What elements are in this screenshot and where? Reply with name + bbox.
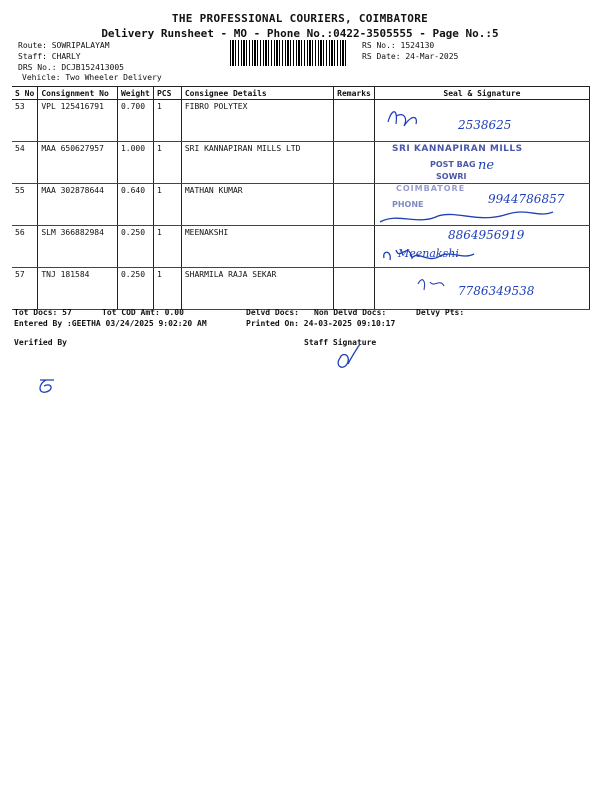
row55-stamp-label: PHONE xyxy=(392,200,424,209)
cell-remarks xyxy=(334,226,375,268)
row54-stamp-line2: POST BAG xyxy=(430,160,476,169)
cell-pcs: 1 xyxy=(153,100,181,142)
cell-consignee: SRI KANNAPIRAN MILLS LTD xyxy=(181,142,333,184)
cell-weight: 0.700 xyxy=(117,100,153,142)
cell-sno: 54 xyxy=(12,142,38,184)
row57-handwritten-phone: 7786349538 xyxy=(458,284,535,298)
cell-consignment: MAA 302878644 xyxy=(38,184,118,226)
row54-stamp-line3: SOWRI xyxy=(436,172,467,181)
cell-sno: 57 xyxy=(12,268,38,310)
cell-remarks xyxy=(334,184,375,226)
row54-handwritten-note: ne xyxy=(478,158,495,173)
row56-handwritten-name: Meenakshi xyxy=(398,247,459,260)
verified-by-label: Verified By xyxy=(14,338,67,347)
cell-consignee: FIBRO POLYTEX xyxy=(181,100,333,142)
cell-consignment: MAA 650627957 xyxy=(38,142,118,184)
total-docs: Tot Docs: 57 xyxy=(14,308,72,317)
cell-sno: 56 xyxy=(12,226,38,268)
column-header-pcs: PCS xyxy=(153,87,181,100)
row54-stamp-text: SRI KANNAPIRAN MILLS xyxy=(392,144,523,154)
row55-handwritten-phone: 9944786857 xyxy=(488,192,565,206)
cell-weight: 0.250 xyxy=(117,226,153,268)
cell-weight: 0.640 xyxy=(117,184,153,226)
rs-date: RS Date: 24-Mar-2025 xyxy=(362,52,459,61)
total-cod-amount: Tot COD Amt: 0.00 xyxy=(102,308,184,317)
non-delivered-docs: Non Delvd Docs: xyxy=(314,308,387,317)
row57-signature-stroke xyxy=(418,280,444,290)
cell-pcs: 1 xyxy=(153,226,181,268)
cell-sno: 53 xyxy=(12,100,38,142)
verified-initial-mark xyxy=(32,372,62,402)
row55-signature-stroke xyxy=(380,212,553,222)
cell-consignment: SLM 366882984 xyxy=(38,226,118,268)
route-label: Route: SOWRIPALAYAM xyxy=(18,41,110,50)
printed-on: Printed On: 24-03-2025 09:10:17 xyxy=(246,319,396,328)
cell-consignee: SHARMILA RAJA SEKAR xyxy=(181,268,333,310)
cell-consignment: TNJ 181584 xyxy=(38,268,118,310)
cell-consignee: MEENAKSHI xyxy=(181,226,333,268)
column-header-remarks: Remarks xyxy=(334,87,375,100)
column-header-sno: S No xyxy=(12,87,38,100)
row53-handwritten-number: 2538625 xyxy=(458,118,512,132)
row56-handwritten-phone: 8864956919 xyxy=(448,228,525,242)
vehicle-label: Vehicle: Two Wheeler Delivery xyxy=(22,73,162,82)
cell-weight: 0.250 xyxy=(117,268,153,310)
staff-label: Staff: CHARLY xyxy=(18,52,81,61)
cell-consignee: MATHAN KUMAR xyxy=(181,184,333,226)
drs-number: DRS No.: DCJB152413005 xyxy=(18,63,124,72)
delivery-points: Delvy Pts: xyxy=(416,308,465,317)
entered-by: Entered By :GEETHA 03/24/2025 9:02:20 AM xyxy=(14,319,207,328)
column-header-consignee: Consignee Details xyxy=(181,87,333,100)
cell-remarks xyxy=(334,142,375,184)
cell-pcs: 1 xyxy=(153,268,181,310)
rs-number: RS No.: 1524130 xyxy=(362,41,435,50)
cell-pcs: 1 xyxy=(153,142,181,184)
cell-consignment: VPL 125416791 xyxy=(38,100,118,142)
company-title: THE PROFESSIONAL COURIERS, COIMBATORE xyxy=(171,12,429,25)
cell-remarks xyxy=(334,268,375,310)
column-header-consignment: Consignment No xyxy=(38,87,118,100)
delivered-docs: Delvd Docs: xyxy=(246,308,299,317)
column-header-signature: Seal & Signature xyxy=(374,87,589,100)
barcode-image xyxy=(230,40,348,66)
row53-signature-stroke xyxy=(388,112,416,126)
runsheet-subtitle: Delivery Runsheet - MO - Phone No.:0422-3505555 - Page No.:5 xyxy=(101,27,499,40)
cell-sno: 55 xyxy=(12,184,38,226)
cell-pcs: 1 xyxy=(153,184,181,226)
row55-stamp-text: COIMBATORE xyxy=(396,184,466,193)
column-header-weight: Weight xyxy=(117,87,153,100)
staff-signature-mark xyxy=(330,340,370,374)
cell-weight: 1.000 xyxy=(117,142,153,184)
table-header-row xyxy=(12,87,590,100)
cell-remarks xyxy=(334,100,375,142)
staff-signature-label: Staff Signature xyxy=(304,338,377,347)
